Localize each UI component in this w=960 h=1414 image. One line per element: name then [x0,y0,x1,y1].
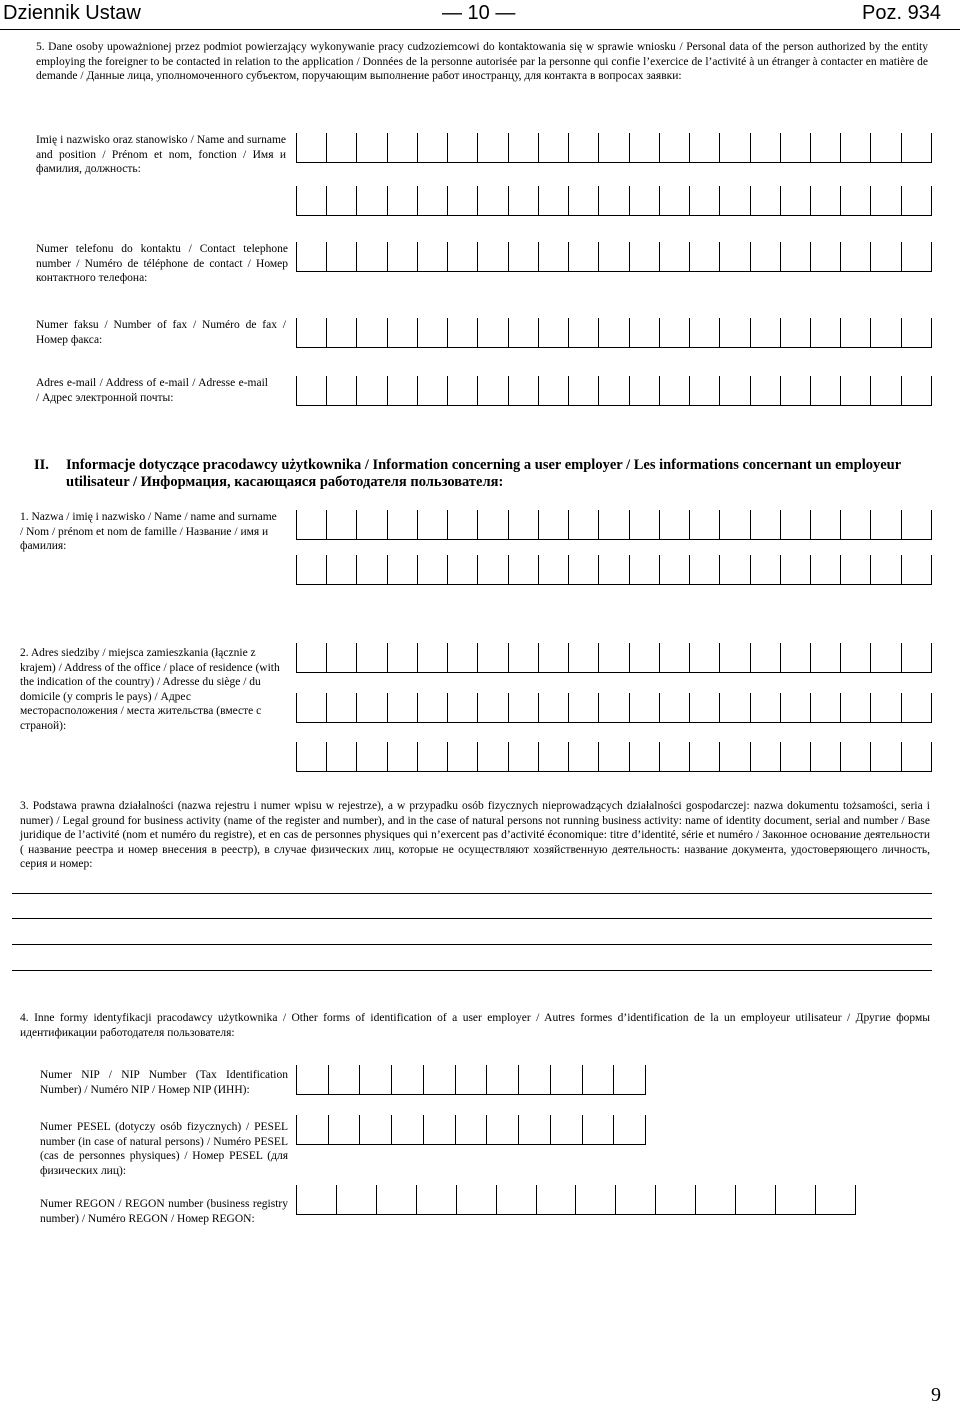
section5-intro: 5. Dane osoby upoważnionej przez podmiot powierzający wykonywanie pracy cudzoziemcowi do kontaktowania się w sprawie wniosku / Personal data of the person authorized by the entity employing the foreigner to be contacted in relation to the application / Données de la personne autorisée par la personne qui confie l’exercice de l’activité à un étranger à contacter en matière de demande / Данные лица, уполномоченного субъектом, поручающим выполнение работ иностранцу, для контакта в вопросах заявки: [36,41,928,82]
section2-heading: Informacje dotyczące pracodawcy użytkownika / Information concerning a user employer / Les informations concernant un employeur utilisateur / Информация, касающаяся работодателя пользователя: [66,457,901,490]
employer-name-boxes-1[interactable] [296,510,932,540]
header-rule [0,29,960,30]
legal-basis-line-1[interactable] [12,893,932,894]
employer-address-label: 2. Adres siedziby / miejsca zamieszkania (łącznie z krajem) / Address of the office / place of residence (with the indication of the country) / Adresse du siège / du domicile (y compris le pays) / Адрес месторасположения / места жительства (вместе с страной): [20,647,280,732]
other-identification-label: 4. Inne formy identyfikacji pracodawcy użytkownika / Other forms of identification of a user employer / Autres formes d’identification de la un employeur utilisateur / Другие формы идентификации работодателя пользователя: [20,1012,930,1039]
employer-address-boxes-3[interactable] [296,742,932,772]
contact-email-boxes[interactable] [296,376,932,406]
contact-name-boxes-2[interactable] [296,186,932,216]
pesel-boxes[interactable] [296,1115,646,1145]
nip-label: Numer NIP / NIP Number (Tax Identification Number) / Numéro NIP / Номер NIP (ИНН): [40,1069,288,1096]
journal-title: Dziennik Ustaw [3,2,141,24]
page-marker: — 10 — [442,2,516,24]
contact-phone-label: Numer telefonu do kontaktu / Contact telephone number / Numéro de téléphone de contact / Номер контактного телефона: [36,243,288,284]
nip-boxes[interactable] [296,1065,646,1095]
pesel-label: Numer PESEL (dotyczy osób fizycznych) / PESEL number (in case of natural persons) / Numéro PESEL (cas de personnes physiques) / Номер PESEL (для физических лиц): [40,1121,288,1177]
employer-name-boxes-2[interactable] [296,555,932,585]
position-number: Poz. 934 [862,2,941,24]
contact-name-label: Imię i nazwisko oraz stanowisko / Name and surname and position / Prénom et nom, fonction / Имя и фамилия, должность: [36,134,286,175]
contact-name-boxes-1[interactable] [296,133,932,163]
regon-boxes[interactable] [296,1185,856,1215]
legal-basis-line-2[interactable] [12,918,932,919]
section2-numeral: II. [34,457,49,473]
contact-fax-label: Numer faksu / Number of fax / Numéro de fax / Номер факса: [36,319,286,346]
contact-phone-boxes[interactable] [296,242,932,272]
page-number: 9 [931,1384,941,1406]
employer-address-boxes-1[interactable] [296,643,932,673]
employer-address-boxes-2[interactable] [296,693,932,723]
legal-basis-label: 3. Podstawa prawna działalności (nazwa rejestru i numer wpisu w rejestrze), a w przypadku osób fizycznych nieprowadzących działalności gospodarczej: nazwa dokumentu tożsamości, seria i numer) / Legal ground for business activity (name of the register and number), and in the case of natural persons not running business activity: name of identity document, serial and number / Base juridique de l’activité (nom et numéro du registre), et en cas de personnes physiques qui n’exercent pas d’activité économique: titre d’identité, série et numéro / Законное основание деятельности ( название реестра и номер внесения в реестр), в случае физических лиц, которые не осуществляют хозяйственную деятельность: название документа, удостоверяющего личность, серия и номер: [20,800,930,870]
employer-name-label: 1. Nazwa / imię i nazwisko / Name / name and surname / Nom / prénom et nom de famille / Название / имя и фамилия: [20,511,277,552]
contact-email-label: Adres e-mail / Address of e-mail / Adresse e-mail / Адрес электронной почты: [36,377,268,404]
legal-basis-line-4[interactable] [12,970,932,971]
contact-fax-boxes[interactable] [296,318,932,348]
regon-label: Numer REGON / REGON number (business registry number) / Numéro REGON / Номер REGON: [40,1198,288,1225]
legal-basis-line-3[interactable] [12,944,932,945]
